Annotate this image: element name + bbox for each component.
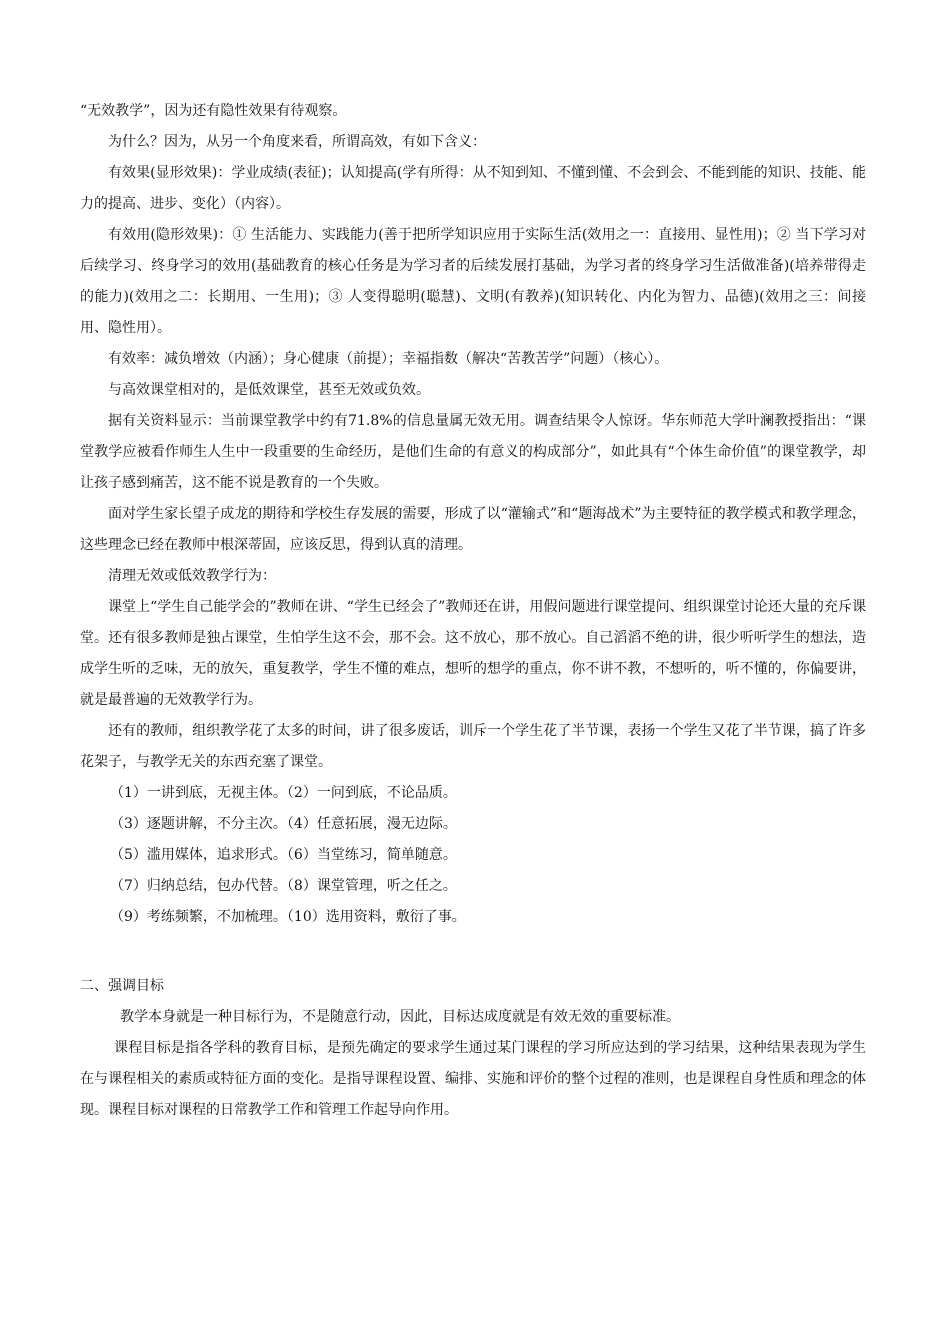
paragraph-expectation: 面对学生家长望子成龙的期待和学校生存发展的需要，形成了以“灌输式”和“题海战术”为主要特征的教学模式和教学理念，这些理念已经在教师中根深蒂固，应该反思，得到认真的清理。 bbox=[80, 506, 866, 553]
paragraph-classroom: 课堂上“学生自己能学会的”教师在讲、“学生已经会了”教师还在讲，用假问题进行课堂提问、组织课堂讨论还大量的充斥课堂。还有很多教师是独占课堂，生怕学生这不会，那不会。这不放心，那不放心。自己滔滔不绝的讲，很少听听学生的想法，造成学生听的乏味，无的放矢，重复教学，学生不懂的难点，想听的想学的重点，你不讲不教，不想听的，听不懂的，你偏要讲，就是最普遍的无效教学行为。 bbox=[80, 599, 866, 708]
paragraph-course-goal: 课程目标是指各学科的教育目标，是预先确定的要求学生通过某门课程的学习所应达到的学习结果，这种结果表现为学生在与课程相关的素质或特征方面的变化。是指导课程设置、编排、实施和评价的整个过程的准则，也是课程自身性质和理念的体现。课程目标对课程的日常教学工作和管理工作起导向作用。 bbox=[80, 1040, 866, 1118]
paragraph-utility: 有效用(隐形效果)：① 生活能力、实践能力(善于把所学知识应用于实际生活(效用之一：直接用、显性用)；② 当下学习对后续学习、终身学习的效用(基础教育的核心任务是为学习者的后续发展打基础，为学习者的终身学习生活做准备)(培养带得走的能力)(效用之二：长期用、一生用)；③ 人变得聪明(聪慧)、文明(有教养)(知识转化、内化为智力、品德)(效用之三：间接用、隐性用）。 bbox=[80, 227, 866, 336]
paragraph-low-efficiency: 与高效课堂相对的，是低效课堂，甚至无效或负效。 bbox=[108, 382, 430, 398]
list-item: （3）逐题讲解，不分主次。（4）任意拓展，漫无边际。 bbox=[110, 816, 457, 832]
paragraph-goal-behavior: 教学本身就是一种目标行为，不是随意行动，因此，目标达成度就是有效无效的重要标准。 bbox=[120, 1009, 680, 1025]
paragraph-intro: “无效教学”，因为还有隐性效果有待观察。 bbox=[80, 103, 347, 119]
list-item: （9）考练频繁，不加梳理。（10）选用资料，敷衍了事。 bbox=[110, 909, 466, 925]
section-heading: 二、强调目标 bbox=[80, 978, 164, 994]
behavior-list bbox=[80, 778, 866, 933]
paragraph-data: 据有关资料显示：当前课堂教学中约有71.8%的信息量属无效无用。调查结果令人惊讶。华东师范大学叶澜教授指出：“课堂教学应被看作师生人生中一段重要的生命经历，是他们生命的有意义的构成部分”，如此具有“个体生命价值”的课堂教学，却让孩子感到痛苦，这不能不说是教育的一个失败。 bbox=[80, 413, 866, 491]
paragraph-why: 为什么？因为，从另一个角度来看，所谓高效，有如下含义： bbox=[108, 134, 486, 150]
section-spacer bbox=[80, 933, 866, 971]
paragraph-efficiency: 有效率：减负增效（内涵）；身心健康（前提）；幸福指数（解决“苦教苦学”问题）（核心）。 bbox=[108, 351, 669, 367]
list-item: （7）归纳总结，包办代替。（8）课堂管理，听之任之。 bbox=[110, 878, 457, 894]
paragraph-clean-up: 清理无效或低效教学行为： bbox=[108, 568, 276, 584]
list-item: （1）一讲到底，无视主体。（2）一问到底，不论品质。 bbox=[110, 785, 457, 801]
document-page bbox=[80, 96, 866, 1126]
list-item: （5）滥用媒体，追求形式。（6）当堂练习，简单随意。 bbox=[110, 847, 457, 863]
paragraph-effect: 有效果(显形效果)：学业成绩(表征)；认知提高(学有所得：从不知到知、不懂到懂、不会到会、不能到能的知识、技能、能力的提高、进步、变化）（内容）。 bbox=[80, 165, 866, 212]
paragraph-other-teachers: 还有的教师，组织教学花了太多的时间，讲了很多废话，训斥一个学生花了半节课，表扬一个学生又花了半节课，搞了许多花架子，与教学无关的东西充塞了课堂。 bbox=[80, 723, 866, 770]
